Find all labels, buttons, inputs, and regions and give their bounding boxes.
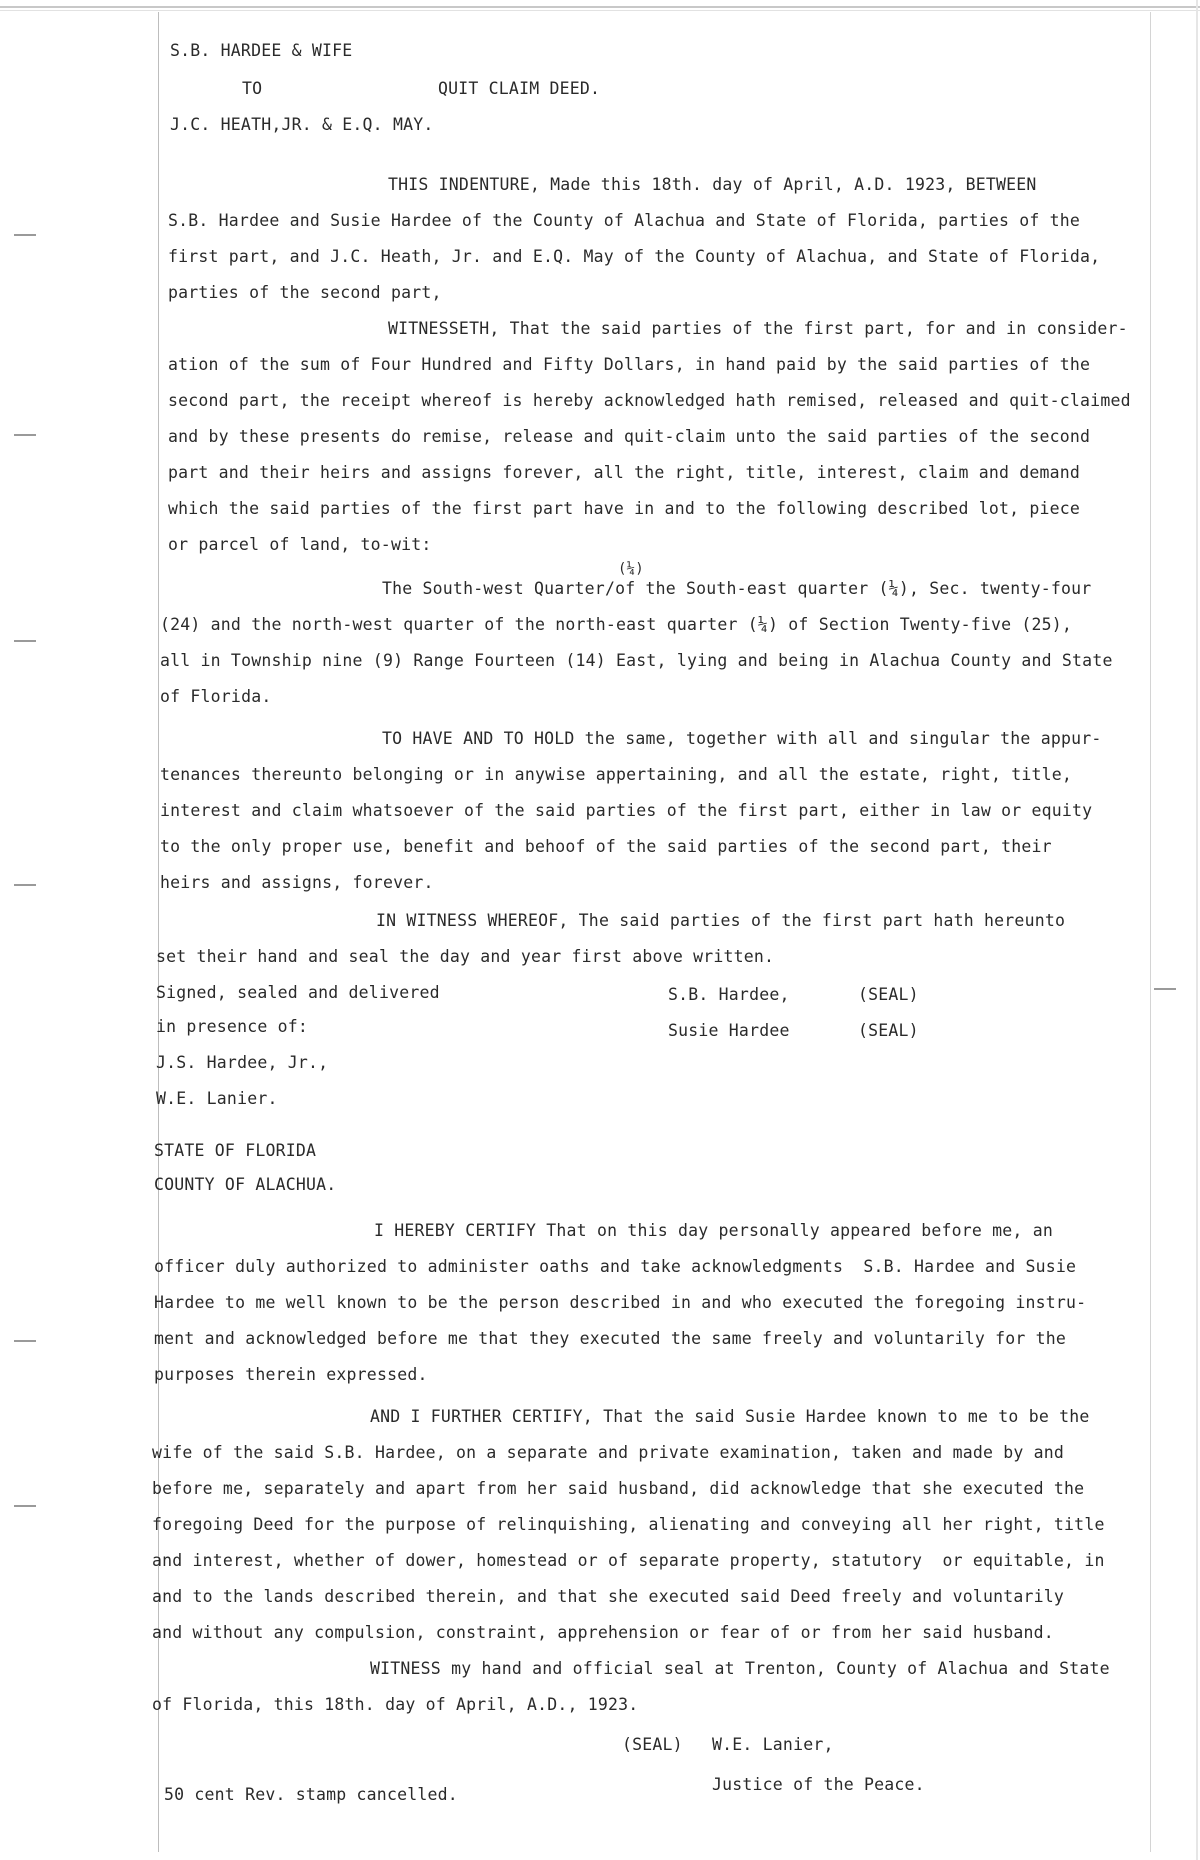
right-margin-tick — [1154, 988, 1176, 990]
witnesseth-line: ation of the sum of Four Hundred and Fifty Dollars, in hand paid by the said parties of the — [168, 355, 1091, 374]
further-certify-line: wife of the said S.B. Hardee, on a separate and private examination, taken and made by and — [152, 1443, 1065, 1462]
witnesseth-line: WITNESSETH, That the said parties of the first part, for and in consider- — [388, 319, 1128, 338]
indenture-line: parties of the second part, — [168, 283, 442, 302]
witness-clause-line: set their hand and seal the day and year first above written. — [156, 947, 775, 966]
left-margin-tick — [14, 1340, 36, 1342]
habendum-line: interest and claim whatsoever of the said parties of the first part, either in law or equity — [160, 801, 1093, 820]
description-line: (24) and the north-west quarter of the north-east quarter (¼) of Section Twenty-five (25), — [160, 615, 1073, 634]
certify-line: ment and acknowledged before me that they executed the same freely and voluntarily for the — [154, 1329, 1067, 1348]
further-certify-line: foregoing Deed for the purpose of relinquishing, alienating and conveying all her right, title — [152, 1515, 1105, 1534]
witnesseth-line: second part, the receipt whereof is hereby acknowledged hath remised, released and quit-claimed — [168, 391, 1131, 410]
witness-we-lanier: W.E. Lanier. — [156, 1089, 278, 1108]
left-margin-line — [158, 12, 159, 1852]
revenue-stamp-note: 50 cent Rev. stamp cancelled. — [164, 1785, 458, 1804]
certify-line: officer duly authorized to administer oaths and take acknowledgments S.B. Hardee and Susie — [154, 1257, 1077, 1276]
official-witness-line: WITNESS my hand and official seal at Trenton, County of Alachua and State — [370, 1659, 1110, 1678]
left-margin-tick — [14, 884, 36, 886]
certify-line: purposes therein expressed. — [154, 1365, 428, 1384]
heading-grantor: S.B. HARDEE & WIFE — [170, 41, 353, 60]
left-margin-tick — [14, 234, 36, 236]
heading-doc-type: QUIT CLAIM DEED. — [438, 79, 601, 98]
signer-susie-hardee: Susie Hardee — [668, 1021, 790, 1040]
notary-name: W.E. Lanier, — [712, 1735, 834, 1754]
venue-state: STATE OF FLORIDA — [154, 1141, 317, 1160]
notary-seal: (SEAL) — [622, 1735, 683, 1754]
witness-js-hardee: J.S. Hardee, Jr., — [156, 1053, 329, 1072]
further-certify-line: AND I FURTHER CERTIFY, That the said Susie Hardee known to me to be the — [370, 1407, 1090, 1426]
left-margin-tick — [14, 1505, 36, 1507]
indenture-line: THIS INDENTURE, Made this 18th. day of April, A.D. 1923, BETWEEN — [388, 175, 1037, 194]
witnesseth-line: or parcel of land, to-wit: — [168, 535, 432, 554]
description-line: of Florida. — [160, 687, 272, 706]
left-margin-tick — [14, 434, 36, 436]
heading-to: TO — [242, 79, 263, 98]
indenture-line: S.B. Hardee and Susie Hardee of the County of Alachua and State of Florida, parties of the — [168, 211, 1081, 230]
top-edge-rule-secondary — [0, 10, 1200, 11]
further-certify-line: and to the lands described therein, and that she executed said Deed freely and voluntarily — [152, 1587, 1065, 1606]
venue-county: COUNTY OF ALACHUA. — [154, 1175, 337, 1194]
witnesseth-line: and by these presents do remise, release and quit-claim unto the said parties of the second — [168, 427, 1091, 446]
description-line: all in Township nine (9) Range Fourteen (14) East, lying and being in Alachua County and State — [160, 651, 1113, 670]
habendum-line: to the only proper use, benefit and behoof of the said parties of the second part, their — [160, 837, 1052, 856]
notary-title: Justice of the Peace. — [712, 1775, 925, 1794]
habendum-line: TO HAVE AND TO HOLD the same, together with all and singular the appur- — [382, 729, 1102, 748]
further-certify-line: before me, separately and apart from her said husband, did acknowledge that she executed the — [152, 1479, 1085, 1498]
heading-grantee: J.C. HEATH,JR. & E.Q. MAY. — [170, 115, 434, 134]
further-certify-line: and interest, whether of dower, homestead or of separate property, statutory or equitable, in — [152, 1551, 1105, 1570]
right-page-edge — [1196, 0, 1198, 1860]
official-witness-line: of Florida, this 18th. day of April, A.D., 1923. — [152, 1695, 639, 1714]
further-certify-line: and without any compulsion, constraint, apprehension or fear of or from her said husband. — [152, 1623, 1054, 1642]
witnesseth-line: part and their heirs and assigns forever, all the right, title, interest, claim and demand — [168, 463, 1081, 482]
right-margin-line — [1150, 12, 1151, 1852]
certify-line: I HEREBY CERTIFY That on this day personally appeared before me, an — [374, 1221, 1053, 1240]
habendum-line: heirs and assigns, forever. — [160, 873, 434, 892]
fraction-annotation: (¼) — [618, 561, 644, 577]
indenture-line: first part, and J.C. Heath, Jr. and E.Q. May of the County of Alachua, and State of Florida, — [168, 247, 1101, 266]
certify-line: Hardee to me well known to be the person described in and who executed the foregoing instru- — [154, 1293, 1087, 1312]
signed-sealed-delivered: Signed, sealed and delivered — [156, 983, 440, 1002]
witnesseth-line: which the said parties of the first part have in and to the following described lot, piece — [168, 499, 1081, 518]
witness-clause-line: IN WITNESS WHEREOF, The said parties of the first part hath hereunto — [376, 911, 1066, 930]
description-line: The South-west Quarter/of the South-east quarter (¼), Sec. twenty-four — [382, 579, 1092, 598]
seal-mark: (SEAL) — [858, 1021, 919, 1040]
seal-mark: (SEAL) — [858, 985, 919, 1004]
signer-sb-hardee: S.B. Hardee, — [668, 985, 790, 1004]
left-margin-tick — [14, 640, 36, 642]
in-presence-of: in presence of: — [156, 1017, 309, 1036]
habendum-line: tenances thereunto belonging or in anywise appertaining, and all the estate, right, title, — [160, 765, 1073, 784]
top-edge-rule — [0, 6, 1200, 8]
